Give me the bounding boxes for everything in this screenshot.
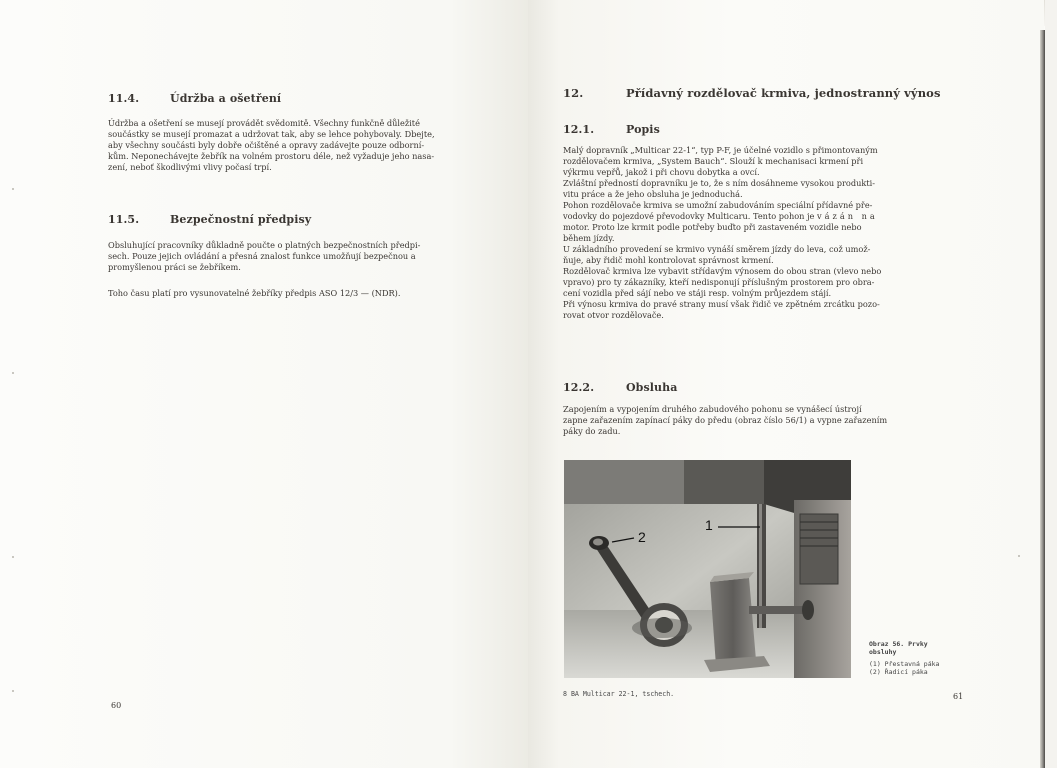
text-line: vitu práce a že jeho obsluha je jednoduchá.	[563, 189, 743, 199]
text-line: Při výnosu krmiva do pravé strany musí však řidič ve zpětném zrcátku pozo-	[563, 299, 880, 309]
text-line: aby všechny součásti byly dobře očištěné a opravy zadávejte pouze odborní-	[108, 140, 425, 150]
section-12-2-heading	[563, 381, 677, 394]
section-number: 11.4.	[108, 92, 140, 105]
section-11-4-heading	[108, 92, 281, 105]
section-title: Popis	[626, 123, 660, 136]
section-title: Obsluha	[626, 381, 678, 394]
figure-56-photo	[564, 460, 851, 678]
section-title: Údržba a ošetření	[170, 92, 282, 105]
control-levers-photo	[564, 460, 851, 678]
scan-dot	[12, 556, 14, 558]
scan-dot	[1018, 555, 1020, 557]
text-line: motor. Proto lze krmit podle potřeby buďto při zastaveném vozidle nebo	[563, 222, 862, 232]
text-line: rovat otvor rozdělovače.	[563, 310, 664, 320]
text-line: rozdělovačem krmiva, „System Bauch“. Slouží k mechanisaci krmení při	[563, 156, 864, 166]
scan-dot	[12, 372, 14, 374]
section-12-1-heading	[563, 123, 660, 136]
text-line: Rozdělovač krmiva lze vybavit střídavým výnosem do obou stran (vlevo nebo	[563, 266, 882, 276]
text-line: U základního provedení se krmivo vynáší směrem jízdy do leva, což umož-	[563, 244, 871, 254]
section-11-5-body	[108, 240, 508, 273]
text-line: Zapojením a vypojením druhého zabudového pohonu se vynášecí ústrojí	[563, 404, 862, 414]
scan-dot	[12, 188, 14, 190]
text-line	[563, 211, 965, 222]
text-line: promyšlenou práci se žebříkem.	[108, 262, 241, 272]
text-line: Malý dopravník „Multicar 22-1“, typ P-F, je účelné vozidlo s přimontovaným	[563, 145, 878, 155]
section-number: 11.5.	[108, 213, 140, 226]
page-number-right: 61	[953, 692, 964, 701]
section-number: 12.1.	[563, 123, 595, 136]
section-11-4-body	[108, 118, 508, 173]
text-line: Údržba a ošetření se musejí provádět svědomitě. Všechny funkčně důležité	[108, 118, 420, 128]
caption-title-cont: obsluhy	[869, 648, 897, 656]
print-footnote: 8 BA Multicar 22-1, tschech.	[563, 690, 675, 698]
text-line: Obsluhující pracovníky důkladně poučte o platných bezpečnostních předpi-	[108, 240, 421, 250]
section-number: 12.2.	[563, 381, 595, 394]
scan-dot	[12, 690, 14, 692]
section-12-heading	[563, 86, 941, 100]
figure-caption	[869, 640, 979, 676]
left-page	[0, 0, 528, 768]
section-title: Přídavný rozdělovač krmiva, jednostranný výnos	[626, 86, 941, 100]
caption-title: Obraz 56. Prvky	[869, 640, 928, 648]
text-line: během jízdy.	[563, 233, 615, 243]
text-line: zení, neboť škodlivými vlivy počasí trpí.	[108, 162, 272, 172]
text-line: Pohon rozdělovače krmiva se umožní zabudováním speciální přídavné pře-	[563, 200, 873, 210]
text-line: Zvláštní předností dopravníku je to, že s ním dosáhneme vysokou produkti-	[563, 178, 875, 188]
section-12-2-body	[563, 404, 965, 437]
section-number: 12.	[563, 86, 584, 100]
section-12-1-body	[563, 145, 965, 321]
text-line: zapne zařazením zapínací páky do předu (obraz číslo 56/1) a vypne zařazením	[563, 415, 888, 425]
text-fragment: vodovky do pojezdové převodovky Multicaru. Tento pohon je	[563, 211, 815, 221]
section-11-5-heading	[108, 213, 311, 226]
text-line: ňuje, aby řidič mohl kontrolovat správnost krmení.	[563, 255, 774, 265]
regulation-note: Toho času platí pro vysunovatelné žebříky předpis ASO 12/3 — (NDR).	[108, 288, 401, 298]
page-number-left: 60	[111, 701, 122, 710]
text-line: součástky se musejí promazat a udržovat tak, aby se lehce pohybovaly. Dbejte,	[108, 129, 435, 139]
section-title: Bezpečnostní předpisy	[170, 213, 312, 226]
text-line: cení vozidla před sájí nebo ve stáji resp. volným průjezdem stájí.	[563, 288, 832, 298]
text-line: vpravo) pro ty zákazníky, kteří nedisponují příslušným prostorem pro obra-	[563, 277, 875, 287]
text-line: výkrmu vepřů, jakož i při chovu dobytka a ovcí.	[563, 167, 760, 177]
scan-edge-bg	[1045, 0, 1057, 768]
callout-label-2: 2	[638, 529, 646, 545]
callout-label-1: 1	[705, 517, 713, 533]
text-line: kům. Neponechávejte žebřík na volném prostoru déle, než vyžaduje jeho nasa-	[108, 151, 435, 161]
caption-item: (2) Řadicí páka	[869, 668, 928, 676]
text-line: sech. Pouze jejich ovládání a přesná znalost funkce umožňují bezpečnou a	[108, 251, 416, 261]
book-edge	[1040, 30, 1045, 768]
spaced-emphasis: vázán na	[817, 211, 878, 221]
caption-item: (1) Přestavná páka	[869, 660, 940, 668]
text-line: páky do zadu.	[563, 426, 621, 436]
